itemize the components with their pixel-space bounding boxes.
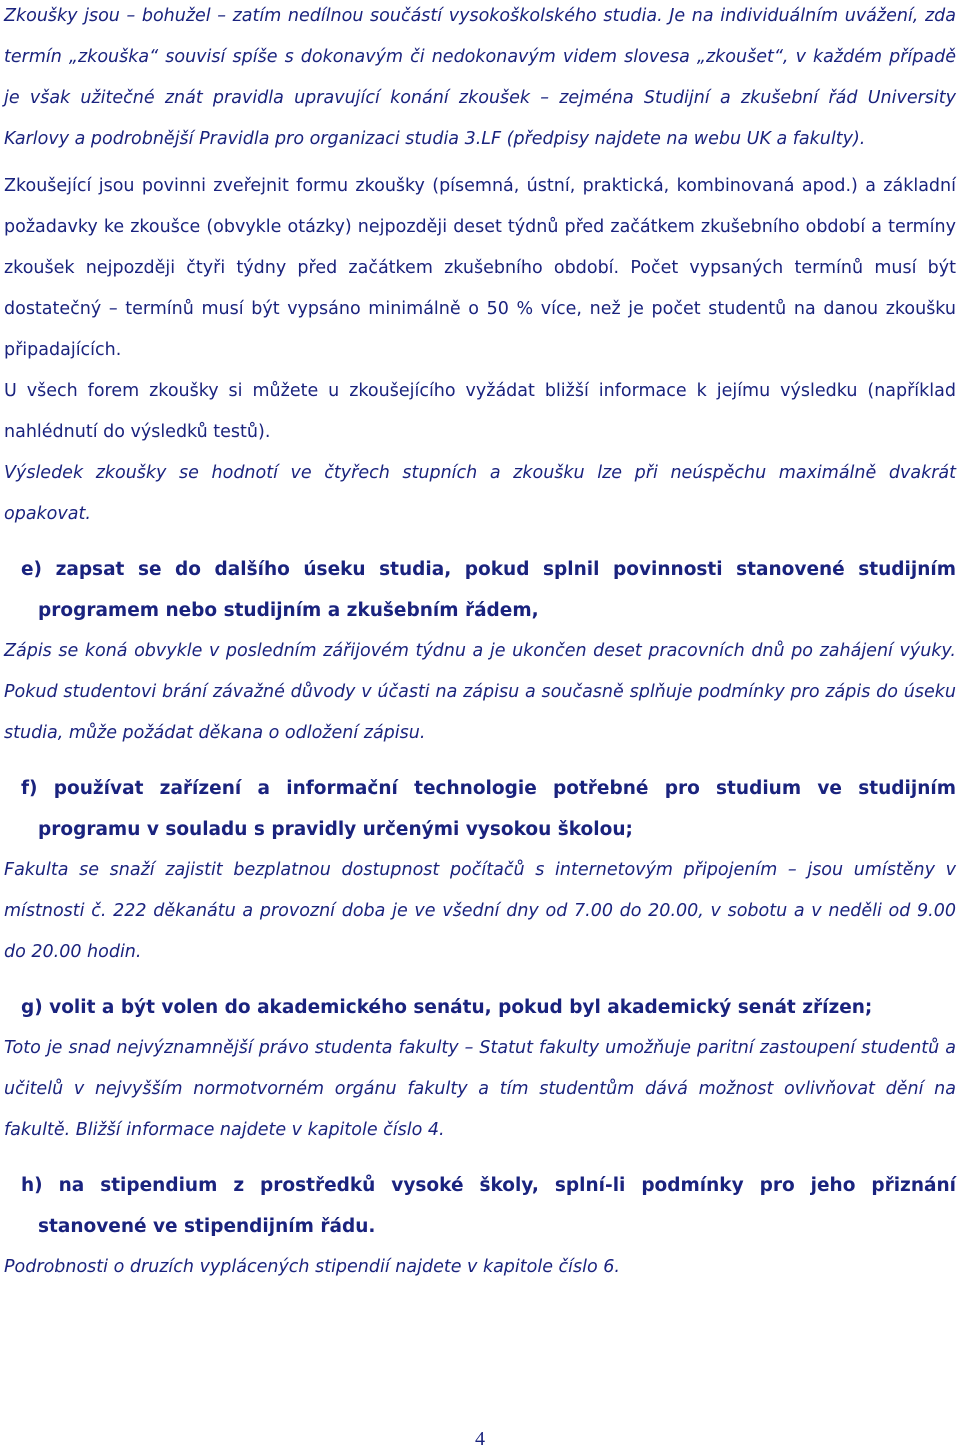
exam-result-paragraph: Výsledek zkoušky se hodnotí ve čtyřech stupních a zkoušku lze při neúspěchu maximálně dvakrát opakovat.: [4, 463, 956, 524]
section-e-text: Zápis se koná obvykle v posledním zářijovém týdnu a je ukončen deset pracovních dnů po zahájení výuky. Pokud studentovi brání závažné důvody v účasti na zápisu a současně splňuje podmínky pro zápis do úseku studia, může požádat děkana o odložení zápisu.: [4, 641, 956, 743]
section-f-text: Fakulta se snaží zajistit bezplatnou dostupnost počítačů s internetovým připojením – jsou umístěny v místnosti č. 222 děkanátu a provozní doba je ve všední dny od 7.00 do 20.00, v sobotu a v neděli od 9.00 do 20.00 hodin.: [4, 860, 956, 962]
page-number: 4: [475, 1428, 485, 1450]
section-h-heading: [4, 1165, 956, 1247]
section-g-title: volit a být volen do akademického senátu, pokud byl akademický senát zřízen;: [49, 997, 873, 1018]
section-e-title: zapsat se do dalšího úseku studia, pokud splnil povinnosti stanovené studijním programem nebo studijním a zkušebním řádem,: [38, 559, 956, 621]
section-g-letter: g): [21, 997, 43, 1018]
exam-form-paragraph: Zkoušející jsou povinni zveřejnit formu zkoušky (písemná, ústní, praktická, kombinovaná apod.) a základní požadavky ke zkoušce (obvykle otázky) nejpozději deset týdnů před začátkem zkušebního období a termíny zkoušek nejpozději čtyři týdny před začátkem zkušebního období. Počet vypsaných termínů musí být dostatečný – termínů musí být vypsáno minimálně o 50 % více, než je počet studentů na danou zkoušku připadajících.: [4, 176, 956, 360]
section-h-letter: h): [21, 1175, 43, 1196]
section-g-heading: [4, 987, 956, 1028]
section-f-letter: f): [21, 778, 38, 799]
section-h-title: na stipendium z prostředků vysoké školy, splní-li podmínky pro jeho přiznání stanovené ve stipendijním řádu.: [38, 1175, 956, 1237]
section-f-heading: [4, 768, 956, 850]
exam-info-paragraph: U všech forem zkoušky si můžete u zkoušejícího vyžádat bližší informace k jejímu výsledku (například nahlédnutí do výsledků testů).: [4, 381, 956, 442]
document-page: [4, 0, 956, 1288]
section-g-text: Toto je snad nejvýznamnější právo studenta fakulty – Statut fakulty umožňuje paritní zastoupení studentů a učitelů v nejvyšším normotvorném orgánu fakulty a tím studentům dává možnost ovlivňovat dění na fakultě. Bližší informace najdete v kapitole číslo 4.: [4, 1038, 956, 1140]
section-e-letter: e): [21, 559, 43, 580]
section-f-title: používat zařízení a informační technologie potřebné pro studium ve studijním programu v souladu s pravidly určenými vysokou školou;: [38, 778, 956, 840]
section-e-heading: [4, 549, 956, 631]
intro-paragraph: Zkoušky jsou – bohužel – zatím nedílnou součástí vysokoškolského studia. Je na individuálním uvážení, zda termín „zkouška“ souvisí spíše s dokonavým či nedokonavým videm slovesa „zkoušet“, v každém případě je však užitečné znát pravidla upravující konání zkoušek – zejména Studijní a zkušební řád University Karlovy a podrobnější Pravidla pro organizaci studia 3.LF (předpisy najdete na webu UK a fakulty).: [4, 6, 956, 149]
section-h-text: Podrobnosti o druzích vyplácených stipendií najdete v kapitole číslo 6.: [4, 1257, 620, 1277]
